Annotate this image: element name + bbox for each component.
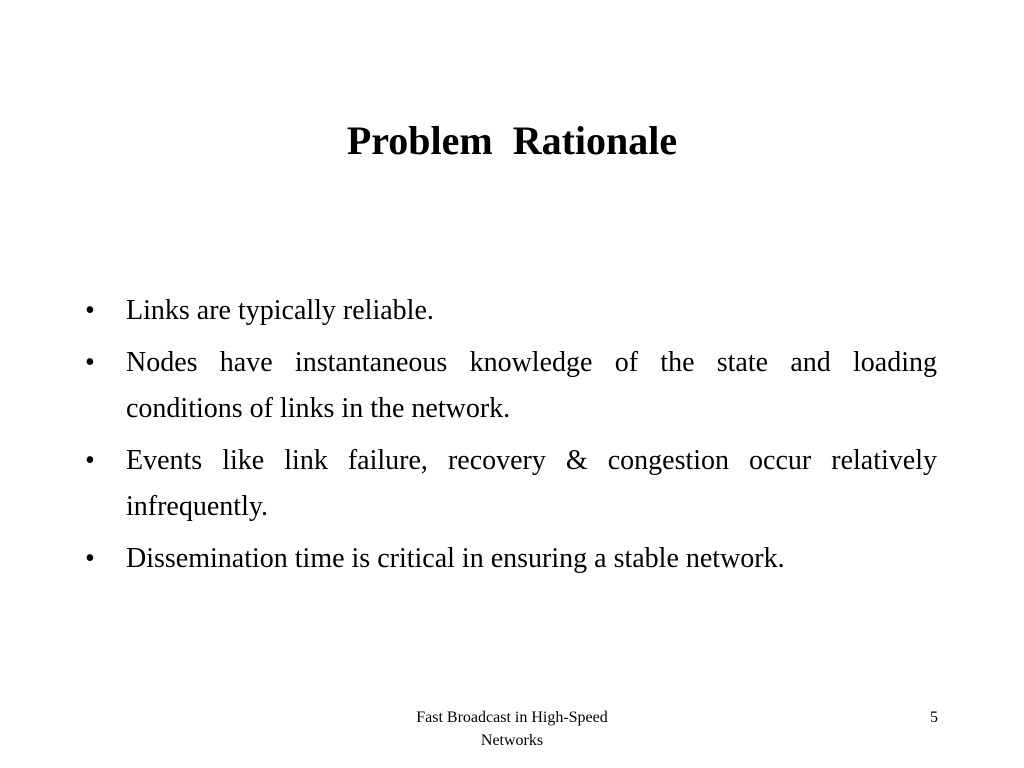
page-number: 5 [930, 709, 938, 726]
bullet-text: Dissemination time is critical in ensuring a stable network. [126, 543, 785, 574]
footer-line-2: Networks [480, 732, 544, 749]
bullet-item [85, 288, 937, 334]
bullet-text: Links are typically reliable. [126, 295, 434, 326]
slide-title: Problem Rationale [346, 118, 678, 163]
bullet-text: Nodes have instantaneous knowledge of the state and loading conditions of links in the network. [126, 347, 937, 424]
bullet-list [85, 288, 937, 588]
bullet-marker: • [85, 295, 95, 326]
footer-title [362, 706, 662, 752]
bullet-text: Events like link failure, recovery & congestion occur relatively infrequently. [126, 445, 937, 522]
bullet-marker: • [85, 543, 95, 574]
footer-line-1: Fast Broadcast in High-Speed [416, 709, 608, 726]
bullet-item [85, 438, 937, 530]
bullet-item [85, 340, 937, 432]
bullet-item [85, 536, 937, 582]
bullet-marker: • [85, 347, 95, 378]
bullet-marker: • [85, 445, 95, 476]
